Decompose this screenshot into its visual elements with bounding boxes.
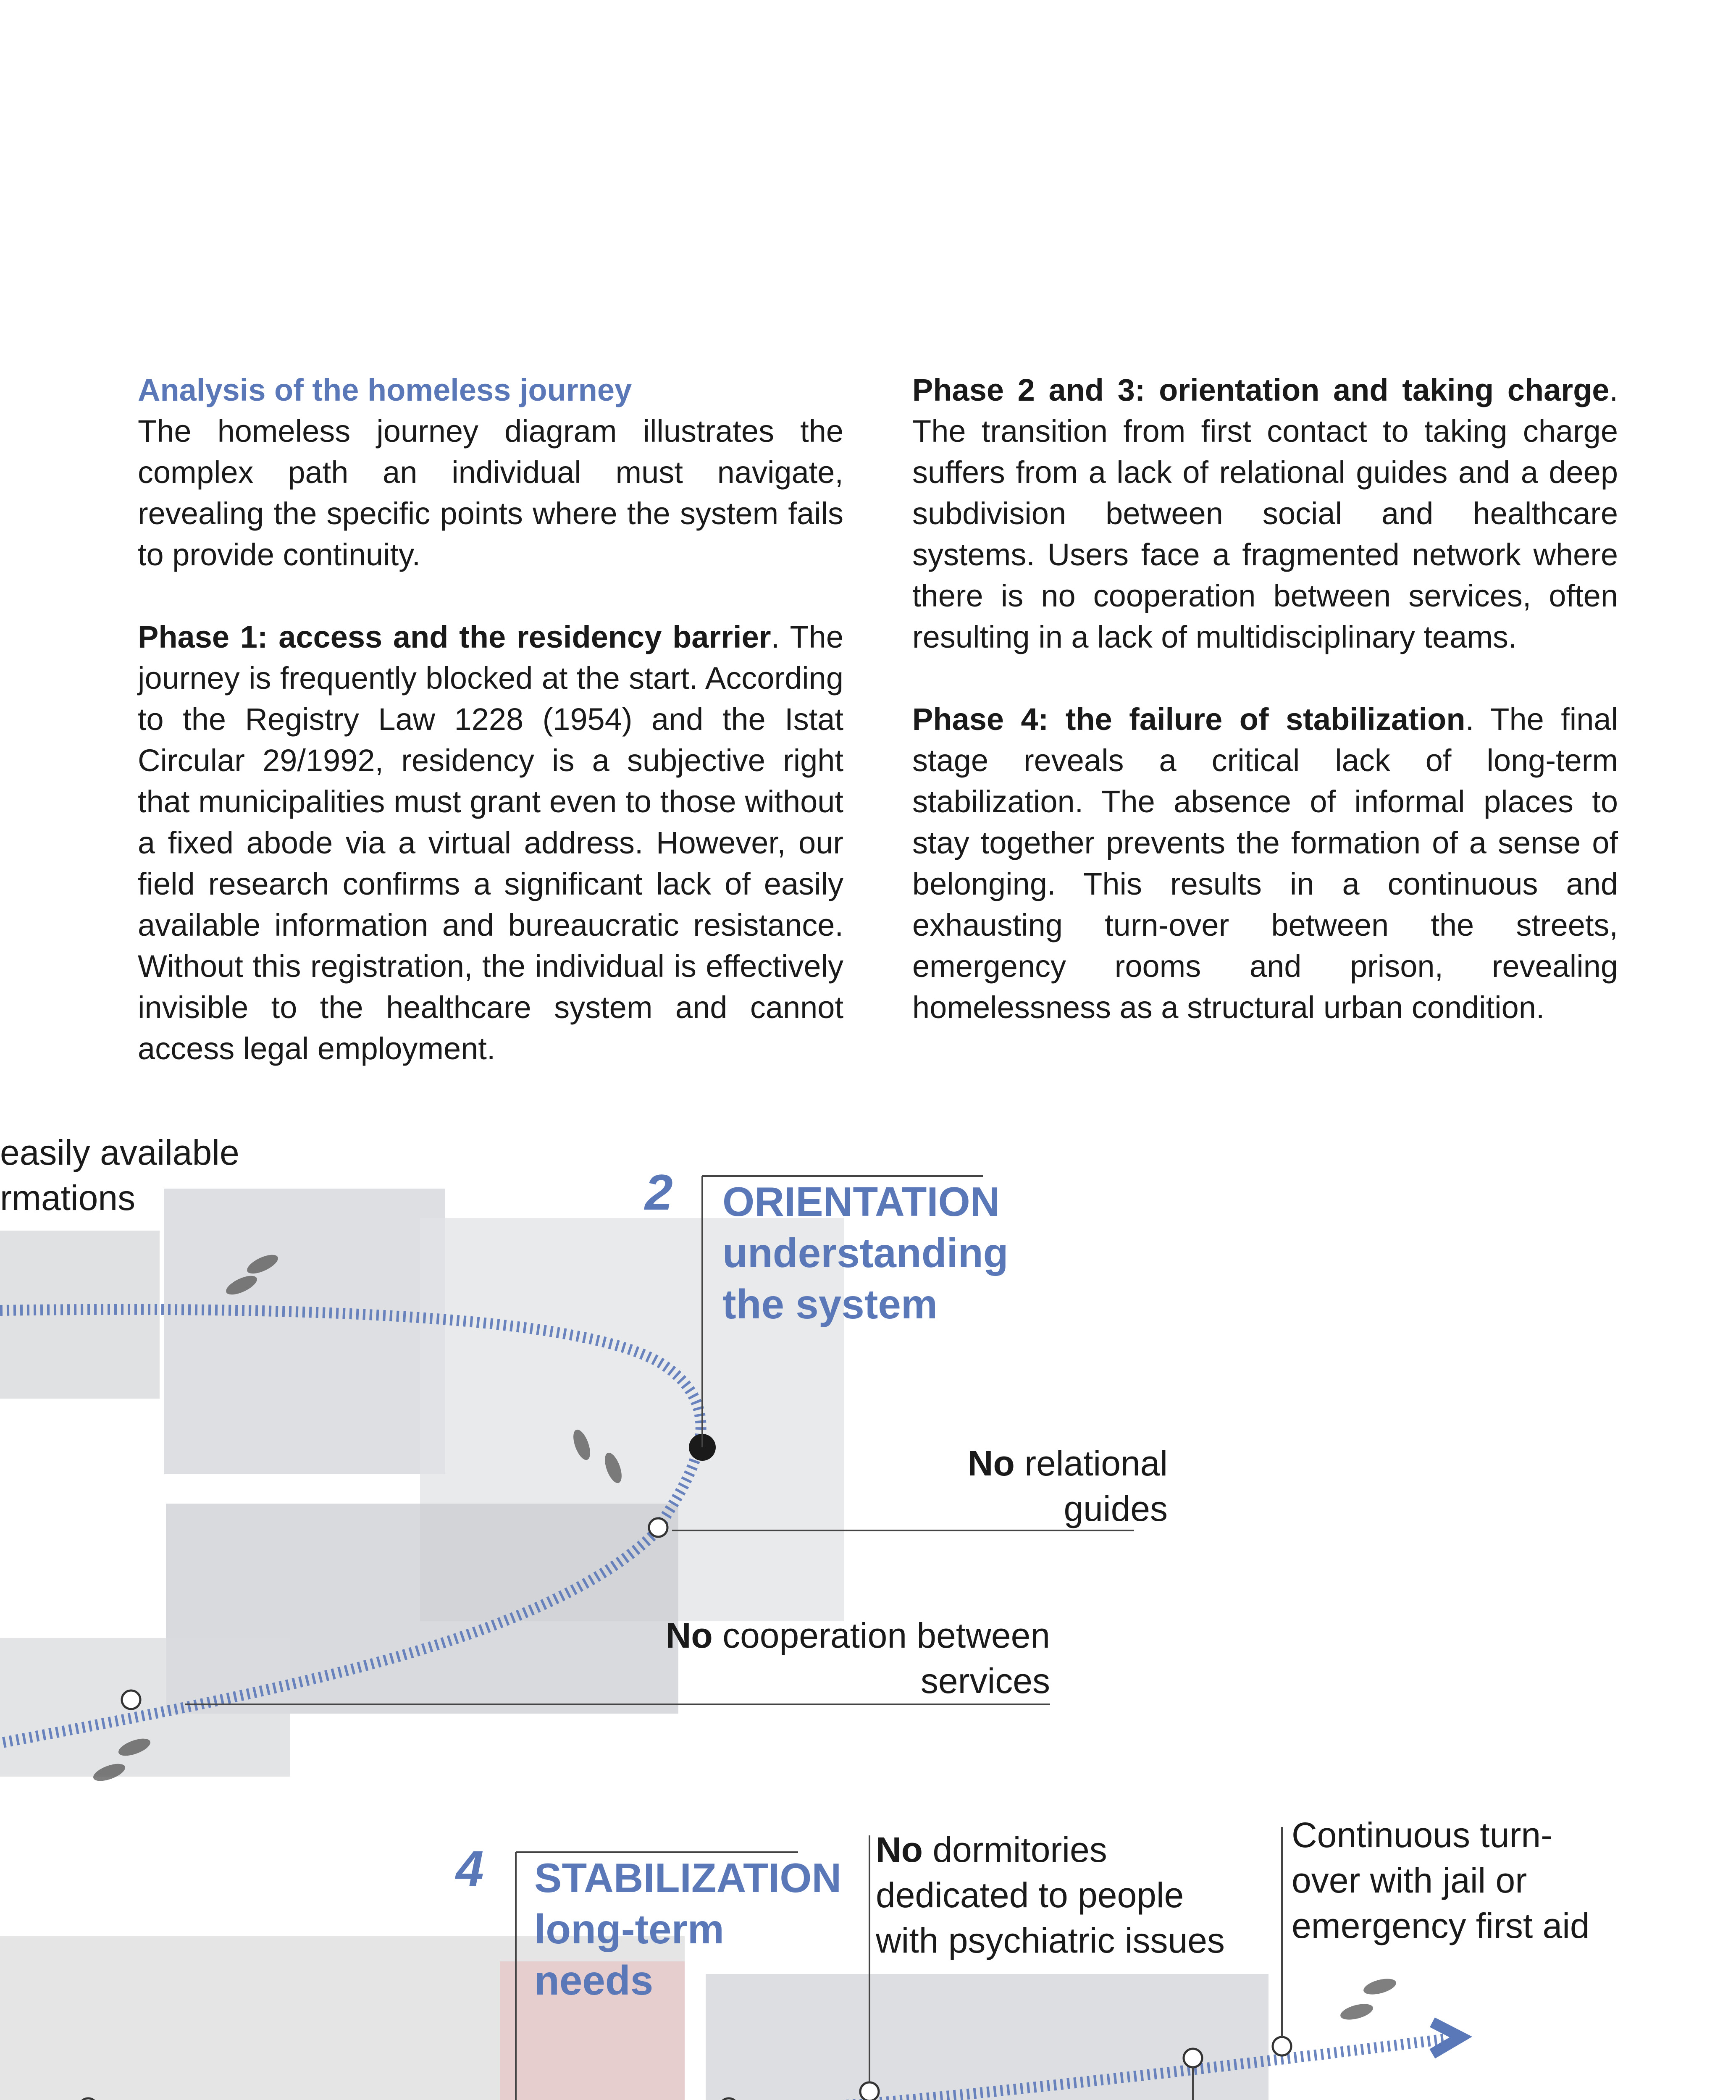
analysis-heading: Analysis of the homeless journey	[138, 373, 632, 407]
phase4-number: 4	[456, 1840, 484, 1897]
phase4-title: STABILIZATION long-term needs	[534, 1855, 842, 2003]
label-no-cooperation: No cooperation between services	[665, 1616, 1050, 1701]
cooperation-marker	[122, 1690, 140, 1709]
phase23-body: The transition from first contact to taking charge suffers from a lack of relational guides and a deep subdivision between social and healthcare systems. Users face a fragmented network where there is no cooperation between services, often resulting in a lack of multidisciplinary teams.	[912, 414, 1618, 654]
footprints-icon	[1339, 1976, 1398, 2023]
label-no-dormitories: No dormitories dedicated to people with psychiatric issues	[876, 1830, 1225, 1960]
dorm-marker	[860, 2082, 879, 2100]
label-easily-available: easily available rmations	[0, 1133, 239, 1218]
label-continuous-turnover: Continuous turn- over with jail or emergency first aid	[1292, 1815, 1590, 1945]
phase1-title: Phase 1: access and the residency barrier	[138, 620, 771, 654]
phase4-title: Phase 4: the failure of stabilization	[912, 702, 1465, 737]
photo-bus	[0, 1638, 290, 1777]
right-text-column	[912, 370, 1618, 1028]
phase2-title: ORIENTATION understanding the system	[722, 1179, 1009, 1327]
phase2-number: 2	[645, 1164, 673, 1221]
arrow-right-icon	[1432, 2022, 1461, 2054]
phase1-paragraph: Phase 1: access and the residency barrier. The journey is frequently blocked at the start. According to the Registry Law 1228 (1954) and the Istat Circular 29/1992, residency is a subjective right that municipalities must grant even to those without a fixed abode via a virtual address. However, our field research confirms a significant lack of easily available information and bureaucratic resistance. Without this registration, the individual is effectively invisible to the healthcare system and cannot access legal employment.	[138, 620, 843, 1066]
label-no-relational-guides: No relational guides	[967, 1444, 1168, 1528]
turnover-marker	[1273, 2037, 1291, 2055]
phase1-body: The journey is frequently blocked at the start. According to the Registry Law 1228 (1954) and the Istat Circular 29/1992, residency is a subjective right that municipalities must grant even to those without a fixed abode via a virtual address. However, our field research confirms a significant lack of easily available information and bureaucratic resistance. Without this registration, the individual is effectively invisible to the healthcare system and cannot access legal employment.	[138, 620, 843, 1066]
left-text-column	[138, 370, 843, 1069]
phase23-paragraph: Phase 2 and 3: orientation and taking charge. The transition from first contact to taking charge suffers from a lack of relational guides and a deep subdivision between social and healthcare systems. Users face a fragmented network where there is no cooperation between services, often resulting in a lack of multidisciplinary teams.	[912, 373, 1618, 654]
intro-paragraph: The homeless journey diagram illustrates the complex path an individual must navigate, revealing the specific points where the system fails to provide continuity.	[138, 414, 843, 572]
phase23-title: Phase 2 and 3: orientation and taking charge	[912, 373, 1610, 407]
address-marker	[1184, 2049, 1202, 2067]
photo-sleeping-person	[164, 1189, 445, 1474]
phase4-body: final stage reveals a critical lack of long-term stabilization. The absence of informal places to stay together prevents the formation of a sense of belonging. This results in a continuous and exhausting turn-over between the streets, emergency rooms and prison, revealing homelessness as a structural urban condition.	[912, 702, 1618, 1025]
homeless-journey-diagram	[0, 1113, 1736, 2100]
phase4-paragraph: Phase 4: the failure of stabilization. The final stage reveals a critical lack of long-term stabilization. The absence of informal places to stay together prevents the formation of a sense of belonging. This results in a continuous and exhausting turn-over between the streets, emergency rooms and prison, revealing homelessness as a structural urban condition.	[912, 702, 1618, 1025]
relational-marker	[649, 1518, 667, 1537]
